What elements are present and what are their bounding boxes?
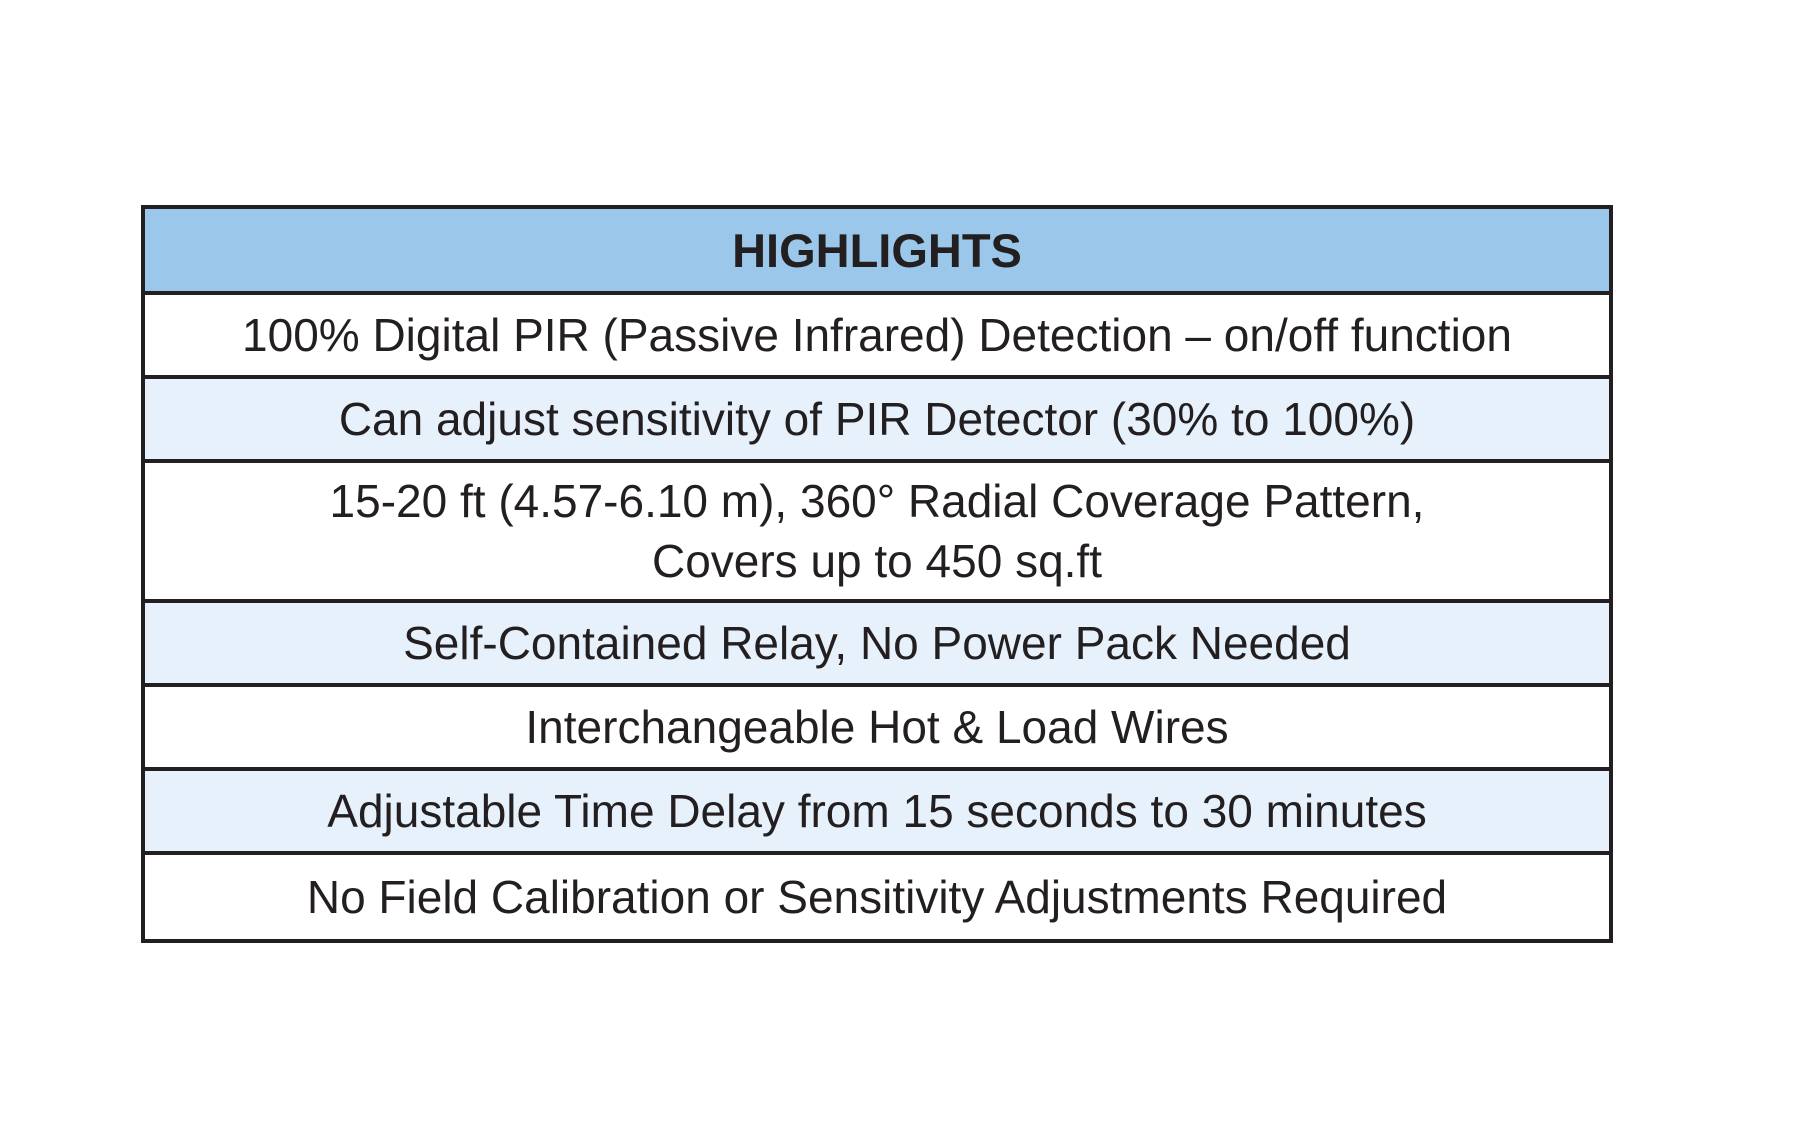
table-row bbox=[145, 771, 1609, 855]
row-text: 100% Digital PIR (Passive Infrared) Detection – on/off function bbox=[242, 309, 1512, 361]
table-row bbox=[145, 379, 1609, 463]
row-text-line-2: Covers up to 450 sq.ft bbox=[651, 535, 1102, 587]
row-text-line-1: 15-20 ft (4.57-6.10 m), 360° Radial Coverage Pattern, bbox=[329, 475, 1425, 527]
row-text: Self-Contained Relay, No Power Pack Needed bbox=[403, 617, 1351, 669]
highlights-table bbox=[141, 205, 1613, 943]
table-row bbox=[145, 603, 1609, 687]
row-text: No Field Calibration or Sensitivity Adjustments Required bbox=[306, 871, 1448, 923]
row-text: Adjustable Time Delay from 15 seconds to 30 minutes bbox=[327, 785, 1427, 837]
table-row bbox=[145, 295, 1609, 379]
table-header-title: HIGHLIGHTS bbox=[732, 223, 1022, 277]
table-header bbox=[145, 209, 1609, 295]
row-text: Can adjust sensitivity of PIR Detector (30% to 100%) bbox=[338, 393, 1416, 445]
row-text: Interchangeable Hot & Load Wires bbox=[525, 701, 1229, 753]
table-row bbox=[145, 855, 1609, 939]
table-row bbox=[145, 463, 1609, 603]
table-row bbox=[145, 687, 1609, 771]
